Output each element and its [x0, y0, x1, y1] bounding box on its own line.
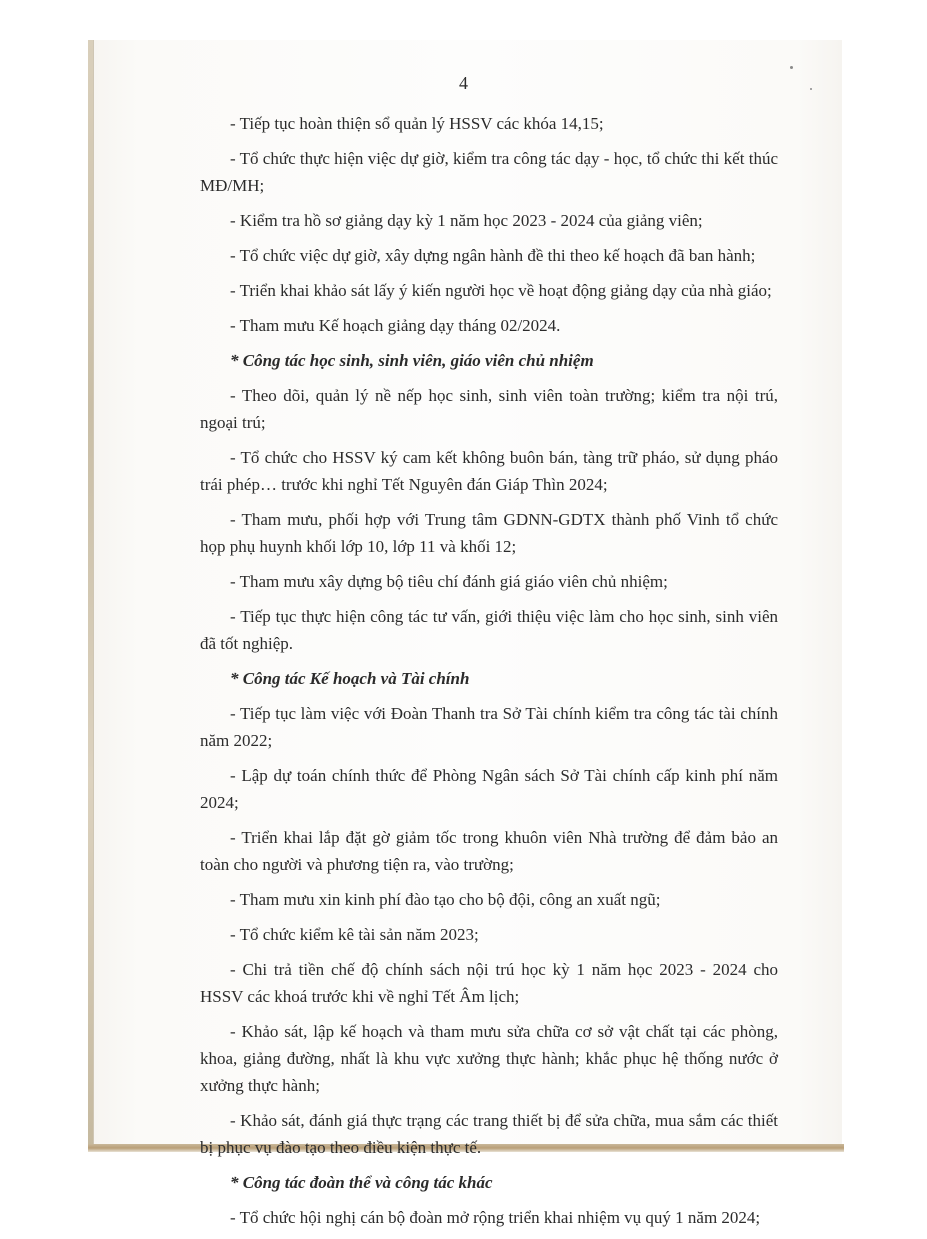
speck [790, 66, 793, 69]
list-item: - Theo dõi, quản lý nề nếp học sinh, sinh viên toàn trường; kiểm tra nội trú, ngoại trú; [200, 386, 778, 432]
section-heading: * Công tác học sinh, sinh viên, giáo viên chủ nhiệm [230, 351, 594, 370]
list-item: - Tổ chức cho HSSV ký cam kết không buôn bán, tàng trữ pháo, sử dụng pháo trái phép… trước khi nghỉ Tết Nguyên đán Giáp Thìn 2024; [200, 448, 778, 494]
list-item: - Tham mưu xây dựng bộ tiêu chí đánh giá giáo viên chủ nhiệm; [230, 572, 668, 591]
list-item: - Lập dự toán chính thức để Phòng Ngân sách Sở Tài chính cấp kinh phí năm 2024; [200, 766, 778, 812]
section-heading: * Công tác Kế hoạch và Tài chính [230, 669, 470, 688]
list-item: - Triển khai khảo sát lấy ý kiến người học về hoạt động giảng dạy của nhà giáo; [230, 281, 772, 300]
section-heading: * Công tác đoàn thể và công tác khác [230, 1173, 493, 1192]
page-number: 4 [459, 73, 468, 93]
list-item: - Tổ chức kiểm kê tài sản năm 2023; [230, 925, 479, 944]
list-item: - Tham mưu Kế hoạch giảng dạy tháng 02/2024. [230, 316, 561, 335]
list-item: - Tiếp tục làm việc với Đoàn Thanh tra Sở Tài chính kiểm tra công tác tài chính năm 2022; [200, 704, 778, 750]
list-item: - Tham mưu, phối hợp với Trung tâm GDNN-GDTX thành phố Vinh tổ chức họp phụ huynh khối lớp 10, lớp 11 và khối 12; [200, 510, 778, 556]
list-item: - Khảo sát, lập kế hoạch và tham mưu sửa chữa cơ sở vật chất tại các phòng, khoa, giảng đường, nhất là khu vực xưởng thực hành; khắc phục hệ thống nước ở xưởng thực hành; [200, 1022, 778, 1095]
list-item: - Chi trả tiền chế độ chính sách nội trú học kỳ 1 năm học 2023 - 2024 cho HSSV các khoá trước khi về nghỉ Tết Âm lịch; [200, 960, 778, 1006]
list-item: - Tổ chức việc dự giờ, xây dựng ngân hành đề thi theo kế hoạch đã ban hành; [230, 246, 756, 265]
document-body [200, 110, 778, 1239]
list-item: - Triển khai lắp đặt gờ giảm tốc trong khuôn viên Nhà trường để đảm bảo an toàn cho người và phương tiện ra, vào trường; [200, 828, 778, 874]
list-item: - Tổ chức hội nghị cán bộ đoàn mở rộng triển khai nhiệm vụ quý 1 năm 2024; [230, 1208, 761, 1227]
list-item: - Khảo sát, đánh giá thực trạng các trang thiết bị để sửa chữa, mua sắm các thiết bị phục vụ đào tạo theo điều kiện thực tế. [200, 1111, 778, 1157]
list-item: - Tiếp tục thực hiện công tác tư vấn, giới thiệu việc làm cho học sinh, sinh viên đã tốt nghiệp. [200, 607, 778, 653]
list-item: - Tham mưu xin kinh phí đào tạo cho bộ đội, công an xuất ngũ; [230, 890, 661, 909]
list-item: - Tổ chức thực hiện việc dự giờ, kiểm tra công tác dạy - học, tổ chức thi kết thúc MĐ/MH; [200, 149, 778, 195]
list-item: - Kiểm tra hồ sơ giảng dạy kỳ 1 năm học 2023 - 2024 của giảng viên; [230, 211, 703, 230]
list-item: - Tiếp tục hoàn thiện sổ quản lý HSSV các khóa 14,15; [230, 114, 604, 133]
